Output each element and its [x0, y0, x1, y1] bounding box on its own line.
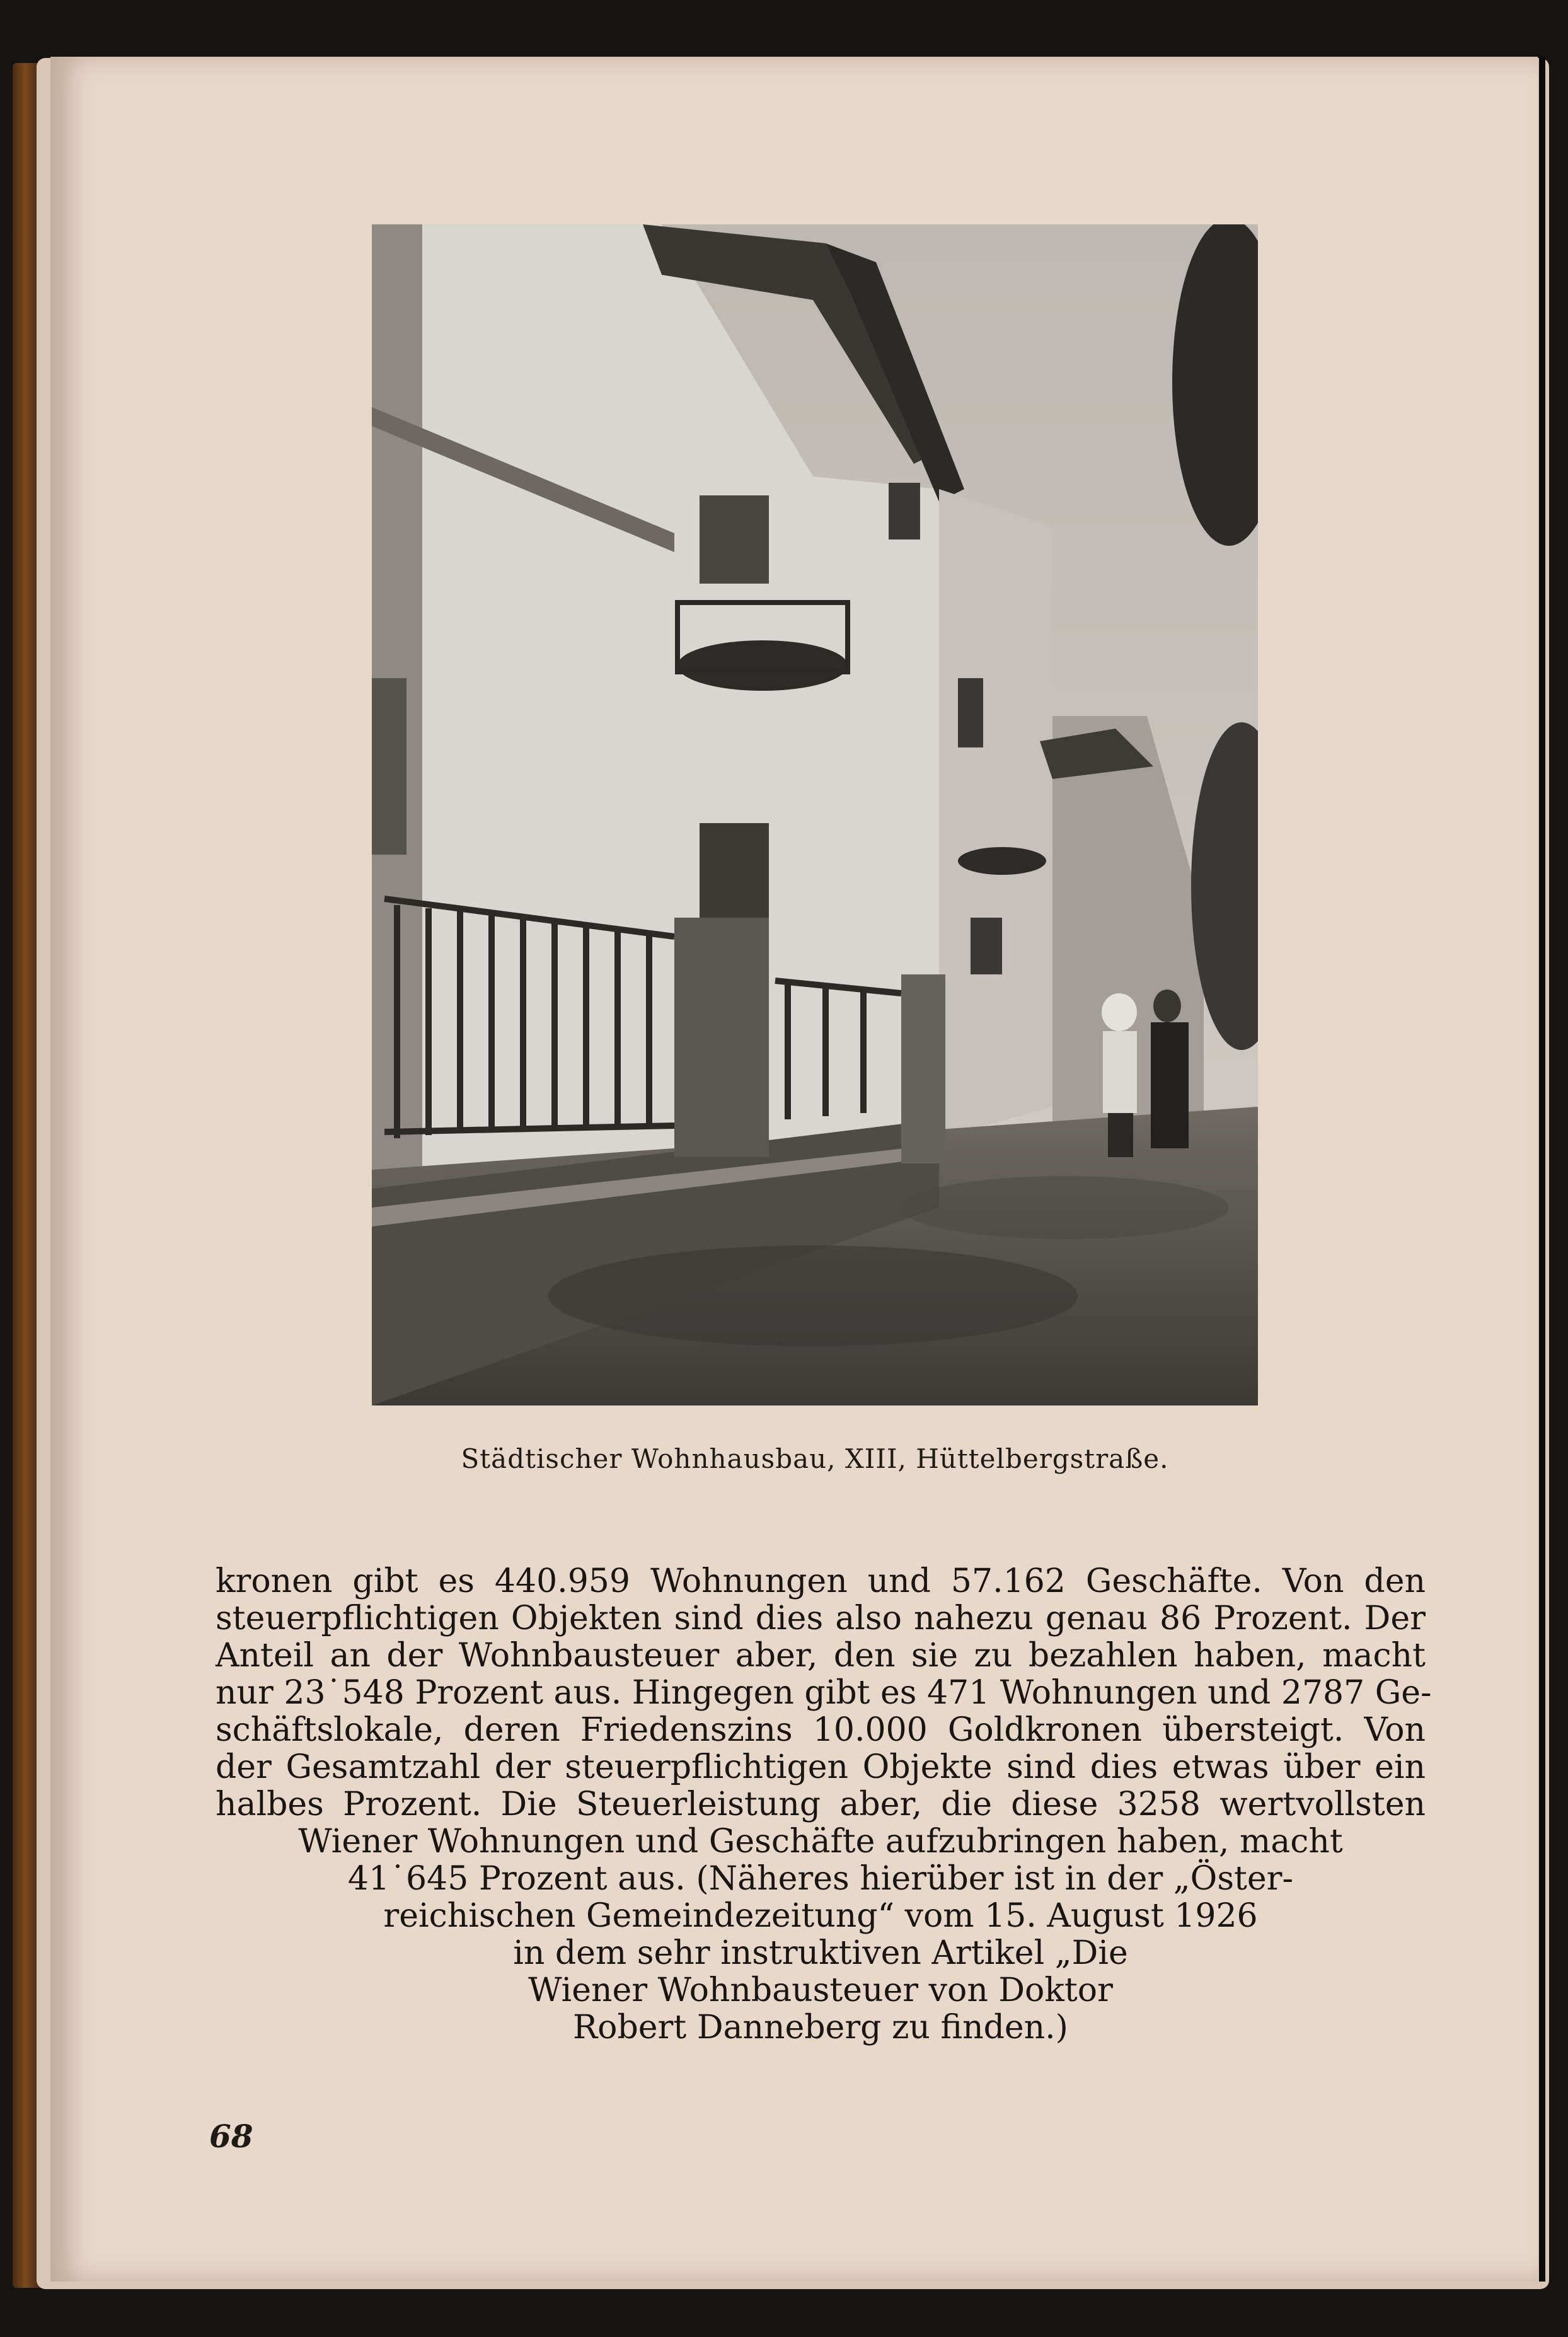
body-paragraph — [216, 1562, 1432, 2046]
text-line: in dem sehr instruktiven Artikel „Die — [513, 1934, 1128, 1972]
text-line: Wiener Wohnbausteuer von Doktor — [528, 1971, 1113, 2009]
text-line: Robert Danneberg zu finden.) — [573, 2009, 1068, 2046]
photo-caption: Städtischer Wohnhausbau, XIII, Hüttelbergstraße. — [461, 1443, 1169, 1474]
text-line: schäftslokale, deren Friedenszins 10.000 Goldkronen übersteigt. Von — [216, 1711, 1426, 1749]
text-line: halbes Prozent. Die Steuerleistung aber, die diese 3258 wertvollsten — [216, 1786, 1426, 1823]
text-line: Wiener Wohnungen und Geschäfte aufzubringen haben, macht — [298, 1823, 1343, 1861]
page-gutter — [1539, 57, 1545, 2282]
page-number: 68 — [209, 2118, 253, 2155]
text-line: nur 23˙548 Prozent aus. Hingegen gibt es 471 Wohnungen und 2787 Ge- — [216, 1674, 1432, 1712]
text-line: kronen gibt es 440.959 Wohnungen und 57.162 Geschäfte. Von den — [216, 1562, 1426, 1600]
text-line: steuerpflichtigen Objekten sind dies also nahezu genau 86 Prozent. Der — [216, 1600, 1426, 1637]
text-line: 41˙645 Prozent aus. (Näheres hierüber ist in der „Öster- — [347, 1860, 1294, 1898]
building-photograph — [372, 224, 1258, 1405]
text-line: Anteil an der Wohnbausteuer aber, den sie zu bezahlen haben, macht — [216, 1637, 1426, 1675]
text-line: der Gesamtzahl der steuerpflichtigen Objekte sind dies etwas über ein — [216, 1748, 1426, 1786]
text-line: reichischen Gemeindezeitung“ vom 15. August 1926 — [383, 1897, 1258, 1935]
